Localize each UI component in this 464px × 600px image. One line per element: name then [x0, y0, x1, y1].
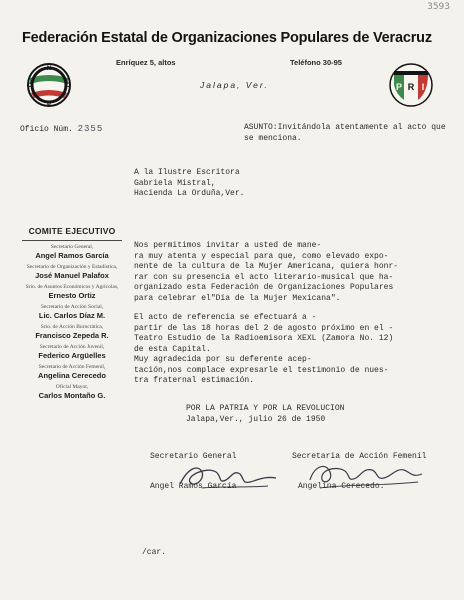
asunto-block: [244, 122, 458, 144]
body-paragraph-2: El acto de referencia se efectuará a - partir de las 18 horas del 2 de agosto próximo en el - Teatro Estudio de la Radioemisora XEXL (Zamora No. 12) de esta Capital.: [134, 313, 394, 354]
oficio-number: 2355: [77, 124, 104, 134]
typist-initials: /car.: [142, 548, 167, 557]
logo-letter-c: C: [27, 83, 33, 89]
letterhead-address: Enríquez 5, altos: [116, 58, 176, 67]
committee-role: Srio. de Asuntos Económicos y Agrícolas,: [25, 284, 119, 290]
body-paragraph-1: Nos permitimos invitar a usted de mane- ra muy atenta y especial para que, como elevado expo- nente de la cultura de la Mujer Americana, quiera honr- rar con su presencia el acto literario-musical que ha- organizado esta Federación de Organizaciones Populares para celebrar el"Día de la Mujer Mexicana".: [134, 241, 399, 303]
letterhead-city: Jalapa, Ver.: [200, 80, 269, 90]
committee-name: Carlos Montaño G.: [38, 391, 106, 400]
committee-role: Secretario General,: [50, 244, 94, 250]
committee-member: [14, 344, 130, 361]
closing-place-date: Jalapa,Ver., julio 26 de 1950: [186, 415, 326, 424]
committee-role: Secretario de Acción Social,: [40, 304, 104, 310]
logo-letter-i: I: [421, 82, 425, 92]
committee-column: [14, 226, 130, 401]
committee-member: [14, 304, 130, 321]
committee-name: Angel Ramos García: [35, 251, 109, 260]
committee-name: José Manuel Palafox: [35, 271, 109, 280]
addressee-line-1: A la Ilustre Escritora: [134, 168, 240, 177]
committee-title: COMITE EJECUTIVO: [28, 226, 116, 236]
logo-letter-p: P: [46, 102, 52, 108]
committee-role: Srio. de Acción Burocrática,: [40, 324, 104, 330]
logo-letter-o: O: [65, 83, 71, 89]
body-paragraph-3: Muy agradecida por su deferente acep- tación,nos complace expresarle el testimonio de nues- tra fraternal estimación.: [134, 355, 389, 385]
addressee-block: [134, 168, 244, 200]
committee-member: [14, 384, 130, 401]
organization-title: Federación Estatal de Organizaciones Populares de Veracruz: [22, 30, 432, 46]
closing-motto: POR LA PATRIA Y POR LA REVOLUCION: [186, 404, 345, 413]
committee-role: Secretario de Acción Juvenil,: [39, 344, 105, 350]
committee-name: Angelina Cerecedo: [38, 371, 106, 380]
committee-member: [14, 364, 130, 381]
committee-member: [14, 324, 130, 341]
addressee-line-2: Gabriela Mistral,: [134, 178, 216, 188]
committee-name: Lic. Carlos Díaz M.: [38, 311, 106, 320]
cnop-logo-icon: [26, 62, 72, 108]
committee-role: Secretario de Acción Femenil,: [38, 364, 106, 370]
committee-name: Federico Argüelles: [38, 351, 106, 360]
oficio-line: [20, 124, 103, 134]
letterhead-phone: Teléfono 30-95: [290, 58, 342, 67]
oficio-label: Oficio Núm.: [20, 125, 73, 134]
asunto-label: ASUNTO:: [244, 123, 278, 132]
committee-member: [14, 264, 130, 281]
addressee-line-3: Hacienda La Orduña,Ver.: [134, 189, 245, 198]
committee-divider: [22, 240, 122, 241]
signature-1-title: Secretario General: [150, 452, 237, 461]
committee-member: [14, 244, 130, 261]
archive-number: 3593: [427, 2, 450, 12]
asunto-text: Invitándola atentamente al acto que se menciona.: [244, 123, 446, 143]
committee-name: Ernesto Ortiz: [48, 291, 96, 300]
logo-letter-r: R: [407, 82, 415, 92]
signature-1-name: Angel Ramos García: [150, 482, 237, 491]
committee-role: Secretario de Organización y Estadística,: [26, 264, 118, 270]
logo-letter-n: N: [46, 66, 52, 72]
committee-member: [14, 284, 130, 301]
committee-role: Oficial Mayor,: [55, 384, 89, 390]
pri-logo-icon: [388, 62, 434, 108]
committee-name: Francisco Zepeda R.: [35, 331, 109, 340]
logo-letter-p-right: P: [395, 82, 403, 92]
signature-2-title: Secretaria de Acción Femenil: [292, 452, 427, 461]
signature-2-name: Angelina Cerecedo.: [298, 482, 385, 491]
